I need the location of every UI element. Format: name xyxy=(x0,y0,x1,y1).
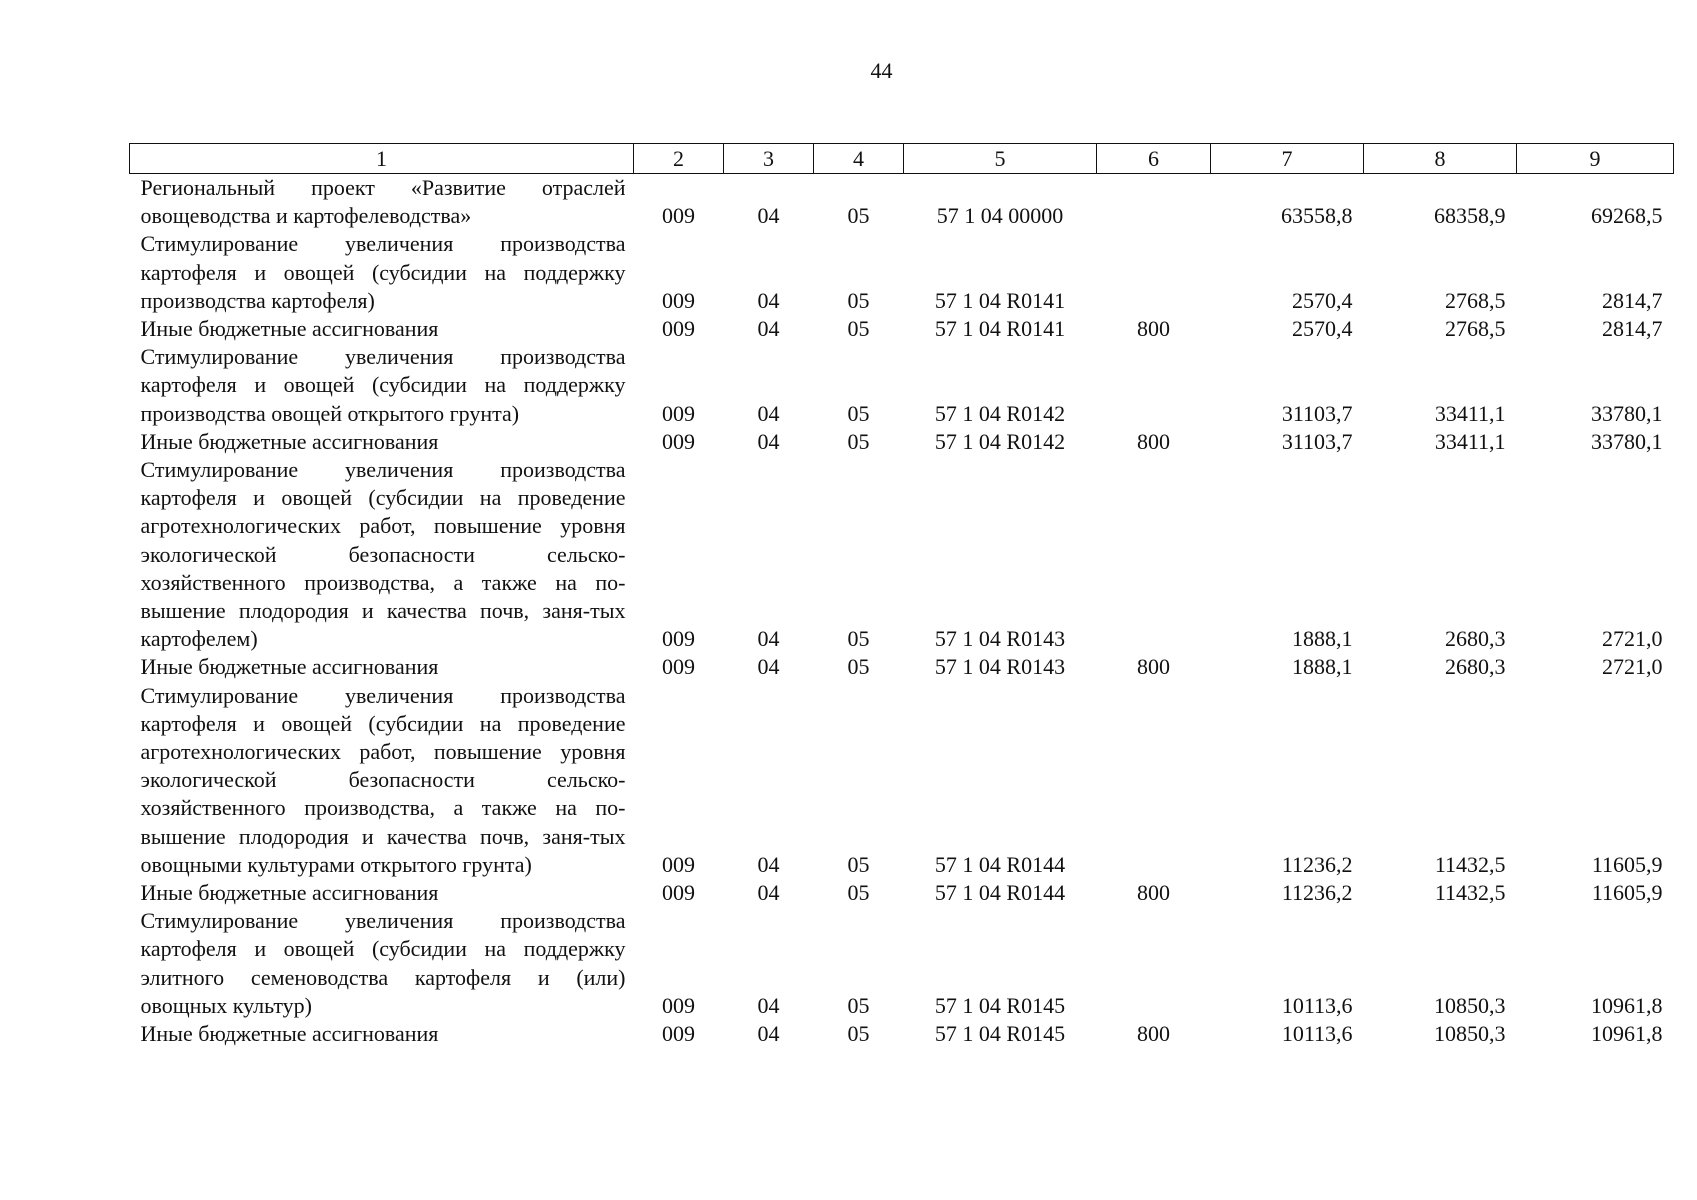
target-article-cell: 57 1 04 R0143 xyxy=(934,654,1066,680)
subsection-code-cell: 05 xyxy=(847,316,870,342)
amount-col8-cell: 10850,3 xyxy=(1434,992,1506,1018)
subsection-code-cell: 05 xyxy=(847,851,870,877)
chapter-code-cell: 04 xyxy=(757,992,780,1018)
target-article-cell: 57 1 04 R0144 xyxy=(934,851,1066,877)
amount-col7-cell: 2570,4 xyxy=(1292,316,1353,342)
table-row xyxy=(130,907,1674,1020)
amount-col8-cell: 2768,5 xyxy=(1445,316,1506,342)
expense-type-cell: 800 xyxy=(1137,316,1170,342)
amount-col9-cell: 2814,7 xyxy=(1602,316,1663,342)
amount-col8-cell: 68358,9 xyxy=(1434,203,1506,229)
amount-col8-cell: 2680,3 xyxy=(1445,654,1506,680)
chapter-code-cell: 04 xyxy=(757,316,780,342)
amount-col7-cell: 63558,8 xyxy=(1281,203,1353,229)
table-body xyxy=(130,174,1674,1049)
amount-col9-cell: 10961,8 xyxy=(1591,992,1663,1018)
target-article-cell: 57 1 04 R0141 xyxy=(934,316,1066,342)
amount-col7-cell: 1888,1 xyxy=(1292,654,1353,680)
row-name-cell: Стимулирование увеличения производства картофеля и овощей (субсидии на поддержку элитного семеноводства картофеля и (или) овощных культур) xyxy=(140,908,626,1018)
amount-col9-cell: 2721,0 xyxy=(1602,654,1663,680)
column-header: 3 xyxy=(724,144,814,174)
chapter-code-cell: 04 xyxy=(757,400,780,426)
column-header: 8 xyxy=(1364,144,1517,174)
chapter-code-cell: 04 xyxy=(757,626,780,652)
target-article-cell: 57 1 04 R0144 xyxy=(934,880,1066,906)
target-article-cell: 57 1 04 00000 xyxy=(936,203,1064,229)
chapter-code-cell: 04 xyxy=(757,880,780,906)
amount-col9-cell: 11605,9 xyxy=(1591,880,1663,906)
section-code-cell: 009 xyxy=(662,428,695,454)
table-row xyxy=(130,879,1674,907)
amount-col7-cell: 31103,7 xyxy=(1281,428,1353,454)
amount-col8-cell: 11432,5 xyxy=(1434,851,1506,877)
section-code-cell: 009 xyxy=(662,203,695,229)
column-header: 2 xyxy=(634,144,724,174)
row-name-cell: Иные бюджетные ассигнования xyxy=(140,1021,439,1047)
subsection-code-cell: 05 xyxy=(847,400,870,426)
budget-table xyxy=(129,143,1674,1048)
chapter-code-cell: 04 xyxy=(757,428,780,454)
section-code-cell: 009 xyxy=(662,400,695,426)
row-name-cell: Стимулирование увеличения производства картофеля и овощей (субсидии на поддержку производства овощей открытого грунта) xyxy=(140,344,626,426)
target-article-cell: 57 1 04 R0143 xyxy=(934,626,1066,652)
amount-col7-cell: 11236,2 xyxy=(1281,880,1353,906)
amount-col7-cell: 11236,2 xyxy=(1281,851,1353,877)
column-header: 9 xyxy=(1517,144,1674,174)
row-name-cell: Стимулирование увеличения производства картофеля и овощей (субсидии на поддержку производства картофеля) xyxy=(140,231,626,313)
amount-col9-cell: 69268,5 xyxy=(1591,203,1663,229)
table-row xyxy=(130,653,1674,681)
section-code-cell: 009 xyxy=(662,880,695,906)
expense-type-cell xyxy=(1097,456,1211,653)
amount-col8-cell: 33411,1 xyxy=(1434,400,1506,426)
amount-col7-cell: 31103,7 xyxy=(1281,400,1353,426)
row-name-cell: Иные бюджетные ассигнования xyxy=(140,428,439,454)
amount-col9-cell: 11605,9 xyxy=(1591,851,1663,877)
amount-col9-cell: 2721,0 xyxy=(1602,626,1663,652)
target-article-cell: 57 1 04 R0141 xyxy=(934,287,1066,313)
subsection-code-cell: 05 xyxy=(847,654,870,680)
subsection-code-cell: 05 xyxy=(847,992,870,1018)
section-code-cell: 009 xyxy=(662,316,695,342)
table-row xyxy=(130,682,1674,879)
subsection-code-cell: 05 xyxy=(847,203,870,229)
amount-col7-cell: 1888,1 xyxy=(1292,626,1353,652)
section-code-cell: 009 xyxy=(662,626,695,652)
amount-col8-cell: 2768,5 xyxy=(1445,287,1506,313)
chapter-code-cell: 04 xyxy=(757,1021,780,1047)
chapter-code-cell: 04 xyxy=(757,203,780,229)
expense-type-cell: 800 xyxy=(1137,1021,1170,1047)
amount-col7-cell: 2570,4 xyxy=(1292,287,1353,313)
row-name-cell: Стимулирование увеличения производства картофеля и овощей (субсидии на проведение агротехнологических работ, повышение уровня экологической безопасности сельско-хозяйственного производства, а также на по-вышение плодородия и качества почв, заня-тых картофелем) xyxy=(140,457,626,652)
expense-type-cell xyxy=(1097,174,1211,231)
column-header: 5 xyxy=(904,144,1097,174)
section-code-cell: 009 xyxy=(662,851,695,877)
expense-type-cell xyxy=(1097,907,1211,1020)
row-name-cell: Иные бюджетные ассигнования xyxy=(140,654,439,680)
column-header: 7 xyxy=(1211,144,1364,174)
header-row xyxy=(130,144,1674,174)
amount-col8-cell: 33411,1 xyxy=(1434,428,1506,454)
table-row xyxy=(130,456,1674,653)
table-row xyxy=(130,315,1674,343)
target-article-cell: 57 1 04 R0142 xyxy=(934,400,1066,426)
subsection-code-cell: 05 xyxy=(847,428,870,454)
table-row xyxy=(130,1020,1674,1048)
subsection-code-cell: 05 xyxy=(847,880,870,906)
target-article-cell: 57 1 04 R0142 xyxy=(934,428,1066,454)
amount-col9-cell: 10961,8 xyxy=(1591,1021,1663,1047)
chapter-code-cell: 04 xyxy=(757,654,780,680)
column-header: 1 xyxy=(130,144,634,174)
row-name-cell: Региональный проект «Развитие отраслей овощеводства и картофелеводства» xyxy=(140,175,626,229)
expense-type-cell xyxy=(1097,343,1211,428)
amount-col9-cell: 33780,1 xyxy=(1591,400,1663,426)
expense-type-cell xyxy=(1097,230,1211,315)
amount-col7-cell: 10113,6 xyxy=(1281,992,1353,1018)
amount-col8-cell: 2680,3 xyxy=(1445,626,1506,652)
expense-type-cell: 800 xyxy=(1137,428,1170,454)
section-code-cell: 009 xyxy=(662,654,695,680)
column-header: 6 xyxy=(1097,144,1211,174)
table-row xyxy=(130,174,1674,231)
chapter-code-cell: 04 xyxy=(757,287,780,313)
row-name-cell: Иные бюджетные ассигнования xyxy=(140,880,439,906)
section-code-cell: 009 xyxy=(662,287,695,313)
target-article-cell: 57 1 04 R0145 xyxy=(934,1021,1066,1047)
target-article-cell: 57 1 04 R0145 xyxy=(934,992,1066,1018)
row-name-cell: Иные бюджетные ассигнования xyxy=(140,316,439,342)
chapter-code-cell: 04 xyxy=(757,851,780,877)
amount-col8-cell: 11432,5 xyxy=(1434,880,1506,906)
amount-col7-cell: 10113,6 xyxy=(1281,1021,1353,1047)
table-row xyxy=(130,230,1674,315)
section-code-cell: 009 xyxy=(662,992,695,1018)
expense-type-cell xyxy=(1097,682,1211,879)
expense-type-cell: 800 xyxy=(1137,880,1170,906)
table-row xyxy=(130,428,1674,456)
table-header xyxy=(130,144,1674,174)
table-row xyxy=(130,343,1674,428)
page-number: 44 xyxy=(870,58,893,83)
amount-col9-cell: 2814,7 xyxy=(1602,287,1663,313)
amount-col8-cell: 10850,3 xyxy=(1434,1021,1506,1047)
subsection-code-cell: 05 xyxy=(847,287,870,313)
amount-col9-cell: 33780,1 xyxy=(1591,428,1663,454)
section-code-cell: 009 xyxy=(662,1021,695,1047)
subsection-code-cell: 05 xyxy=(847,626,870,652)
row-name-cell: Стимулирование увеличения производства картофеля и овощей (субсидии на проведение агротехнологических работ, повышение уровня экологической безопасности сельско-хозяйственного производства, а также на по-вышение плодородия и качества почв, заня-тых овощными культурами открытого грунта) xyxy=(140,682,626,877)
column-header: 4 xyxy=(814,144,904,174)
expense-type-cell: 800 xyxy=(1137,654,1170,680)
subsection-code-cell: 05 xyxy=(847,1021,870,1047)
